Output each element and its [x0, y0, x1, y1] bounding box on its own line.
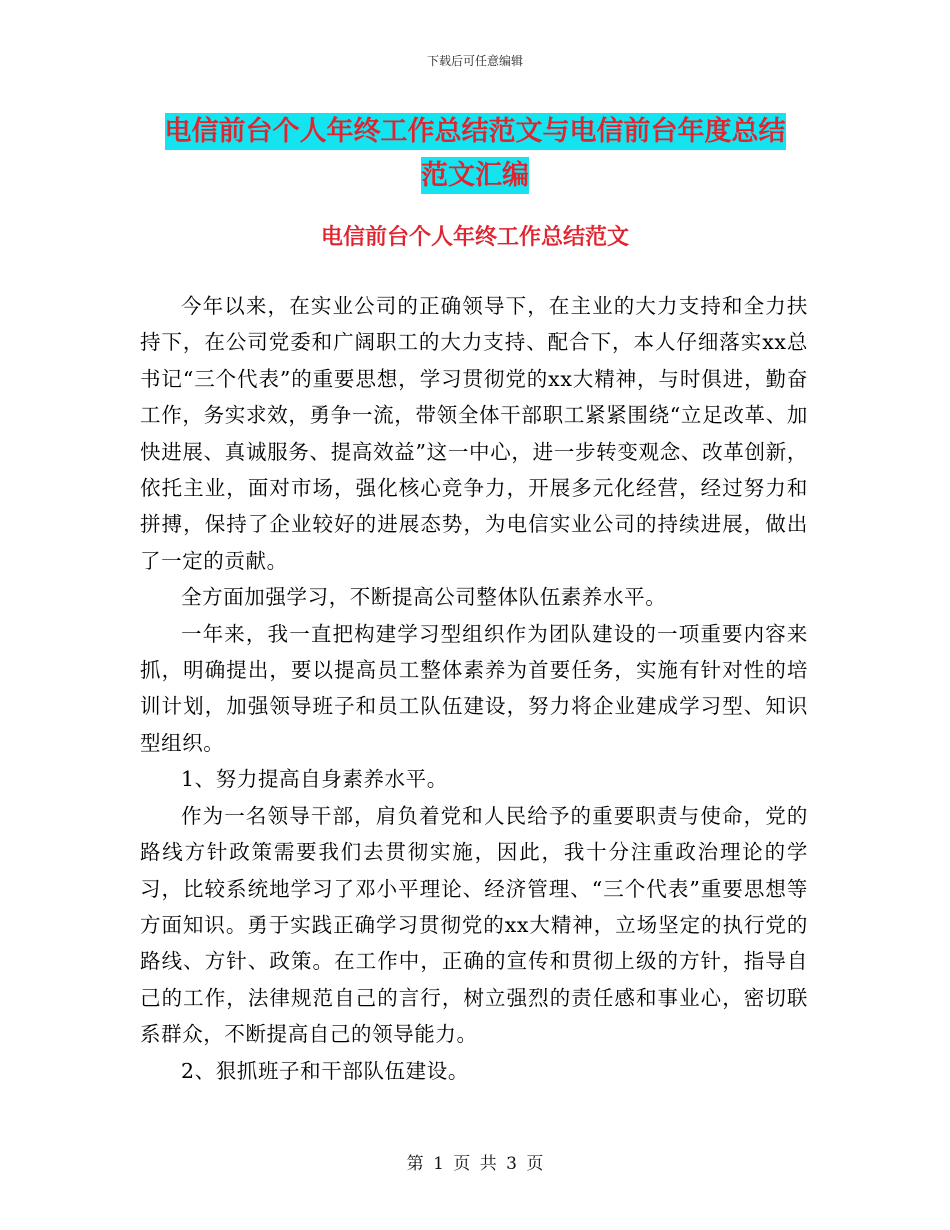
document-title [130, 110, 820, 198]
body-paragraph: 作为一名领导干部，肩负着党和人民给予的重要职责与使命，党的路线方针政策需要我们去贯彻实施，因此，我十分注重政治理论的学习，比较系统地学习了邓小平理论、经济管理、“三个代表”重要思想等方面知识。勇于实践正确学习贯彻党的xx大精神，立场坚定的执行党的路线、方针、政策。在工作中，正确的宣传和贯彻上级的方针，指导自己的工作，法律规范自己的言行，树立强烈的责任感和事业心，密切联系群众，不断提高自己的领导能力。 [140, 803, 808, 1047]
body-paragraph: 今年以来，在实业公司的正确领导下，在主业的大力支持和全力扶持下，在公司党委和广阔职工的大力支持、配合下，本人仔细落实xx总书记“三个代表”的重要思想，学习贯彻党的xx大精神，与时俱进，勤奋工作，务实求效，勇争一流，带领全体干部职工紧紧围绕“立足改革、加快进展、真诚服务、提高效益”这一中心，进一步转变观念、改革创新，依托主业，面对市场，强化核心竞争力，开展多元化经营，经过努力和拼搏，保持了企业较好的进展态势，为电信实业公司的持续进展，做出了一定的贡献。 [140, 294, 808, 573]
section-title: 电信前台个人年终工作总结范文 [320, 224, 629, 250]
body-paragraph: 全方面加强学习，不断提高公司整体队伍素养水平。 [181, 585, 667, 610]
document-title-line-2: 范文汇编 [421, 157, 529, 194]
document-title-line-1: 电信前台个人年终工作总结范文与电信前台年度总结 [165, 113, 786, 150]
body-paragraph: 1、努力提高自身素养水平。 [181, 767, 448, 792]
page-header-note: 下载后可任意编辑 [426, 54, 523, 68]
body-paragraph: 2、狠抓班子和干部队伍建设。 [181, 1058, 469, 1083]
document-body [140, 288, 808, 1089]
body-paragraph: 一年来，我一直把构建学习型组织作为团队建设的一项重要内容来抓，明确提出，要以提高员工整体素养为首要任务，实施有针对性的培训计划，加强领导班子和员工队伍建设，努力将企业建成学习型、知识型组织。 [140, 621, 808, 755]
page-number: 第 1 页 共 3 页 [406, 1154, 544, 1174]
